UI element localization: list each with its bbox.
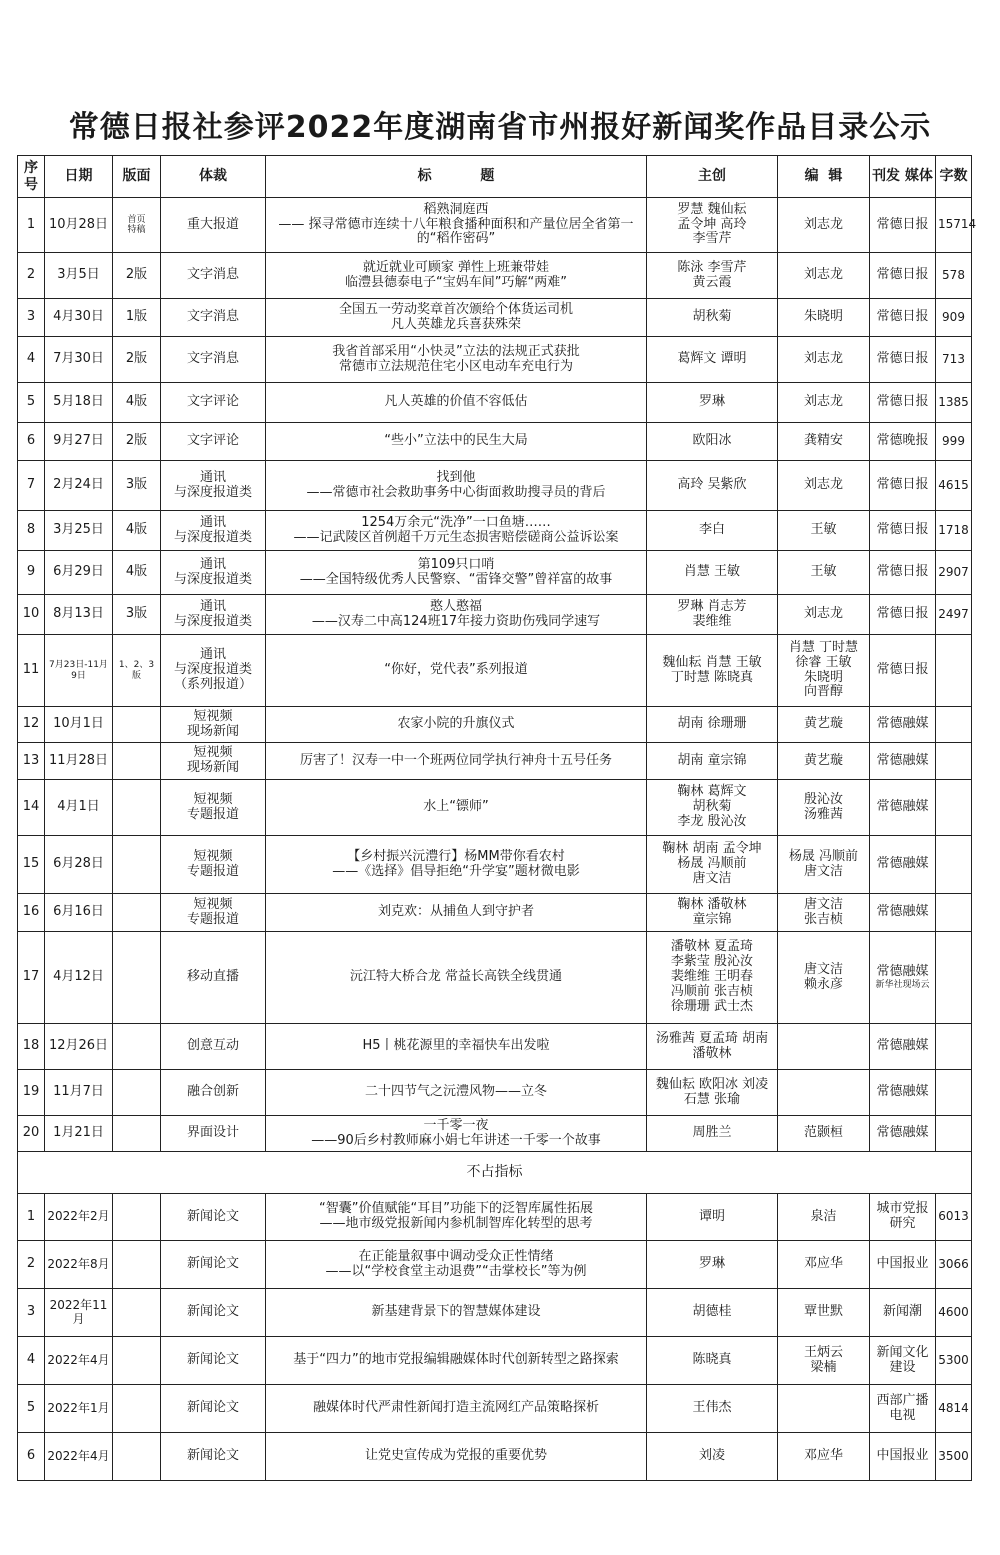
row-no: 1 — [18, 1194, 45, 1241]
row-genre: 新闻论文 — [161, 1385, 266, 1433]
row-title: 让党史宣传成为党报的重要优势 — [266, 1433, 647, 1481]
row-page — [113, 1024, 161, 1070]
table-row — [18, 1194, 972, 1241]
row-no: 11 — [18, 635, 45, 707]
works-table — [17, 155, 977, 1481]
row-words: 1385 — [936, 383, 972, 423]
table-row — [18, 253, 972, 299]
row-genre: 文字评论 — [161, 383, 266, 423]
row-date: 3月25日 — [45, 511, 113, 551]
row-media: 城市党报 研究 — [870, 1194, 936, 1241]
row-media: 常德融媒 — [870, 1070, 936, 1116]
row-title: 在正能量叙事中调动受众正性情绪 ——以“学校食堂主动退费”“击掌校长”等为例 — [266, 1241, 647, 1289]
header-authors: 主创 — [647, 156, 778, 198]
row-no: 16 — [18, 894, 45, 932]
row-authors: 罗慧 魏仙耘 孟令坤 高玲 李雪芹 — [647, 198, 778, 253]
row-authors: 鞠林 胡南 孟令坤 杨晟 冯顺前 唐文洁 — [647, 836, 778, 894]
row-page — [113, 743, 161, 780]
row-authors: 鞠林 葛辉文 胡秋菊 李龙 殷沁汝 — [647, 780, 778, 836]
row-editors: 杨晟 冯顺前 唐文洁 — [778, 836, 870, 894]
row-title: 全国五一劳动奖章首次颁给个体货运司机 凡人英雄龙兵喜获殊荣 — [266, 299, 647, 337]
row-media: 中国报业 — [870, 1433, 936, 1481]
row-words: 999 — [936, 423, 972, 461]
row-date: 2022年1月 — [45, 1385, 113, 1433]
row-title: 我省首部采用“小快灵”立法的法规正式获批 常德市立法规范住宅小区电动车充电行为 — [266, 337, 647, 383]
table-row — [18, 198, 972, 253]
row-media: 常德融媒 — [870, 894, 936, 932]
row-date: 11月28日 — [45, 743, 113, 780]
row-editors: 龚精安 — [778, 423, 870, 461]
row-page — [113, 1070, 161, 1116]
row-genre: 短视频 现场新闻 — [161, 743, 266, 780]
row-editors: 黄艺璇 — [778, 707, 870, 743]
row-page — [113, 1194, 161, 1241]
row-date: 4月1日 — [45, 780, 113, 836]
row-words — [936, 635, 972, 707]
row-words: 2497 — [936, 595, 972, 635]
row-words — [936, 894, 972, 932]
row-no: 18 — [18, 1024, 45, 1070]
table-row — [18, 1337, 972, 1385]
row-media: 常德日报 — [870, 383, 936, 423]
row-date: 2月24日 — [45, 461, 113, 511]
row-no: 9 — [18, 551, 45, 595]
row-date: 7月30日 — [45, 337, 113, 383]
row-no: 1 — [18, 198, 45, 253]
row-media: 新闻潮 — [870, 1289, 936, 1337]
row-no: 12 — [18, 707, 45, 743]
row-editors: 肖慧 丁时慧 徐睿 王敏 朱晓明 向晋醇 — [778, 635, 870, 707]
row-title: 二十四节气之沅澧风物——立冬 — [266, 1070, 647, 1116]
row-no: 8 — [18, 511, 45, 551]
row-date: 2022年4月 — [45, 1337, 113, 1385]
row-date: 5月18日 — [45, 383, 113, 423]
row-authors: 罗琳 — [647, 383, 778, 423]
header-row — [18, 156, 972, 198]
row-authors: 高玲 吴紫欣 — [647, 461, 778, 511]
row-media — [870, 932, 936, 1024]
row-no: 17 — [18, 932, 45, 1024]
row-no: 15 — [18, 836, 45, 894]
row-words — [936, 780, 972, 836]
row-title: 沅江特大桥合龙 常益长高铁全线贯通 — [266, 932, 647, 1024]
row-page: 4版 — [113, 551, 161, 595]
table-row — [18, 707, 972, 743]
row-authors: 汤雅茜 夏孟琦 胡南 潘敬林 — [647, 1024, 778, 1070]
row-title: 一千零一夜 ——90后乡村教师麻小娟七年讲述一千零一个故事 — [266, 1116, 647, 1152]
row-authors: 陈泳 李雪芹 黄云霞 — [647, 253, 778, 299]
row-authors: 王伟杰 — [647, 1385, 778, 1433]
row-authors: 刘凌 — [647, 1433, 778, 1481]
row-words: 3500 — [936, 1433, 972, 1481]
row-words: 713 — [936, 337, 972, 383]
row-media: 常德日报 — [870, 595, 936, 635]
row-authors: 鞠林 潘敬林 童宗锦 — [647, 894, 778, 932]
row-editors: 刘志龙 — [778, 198, 870, 253]
table-row — [18, 1241, 972, 1289]
row-no: 20 — [18, 1116, 45, 1152]
row-no: 7 — [18, 461, 45, 511]
row-genre: 通讯 与深度报道类 — [161, 461, 266, 511]
table-row — [18, 423, 972, 461]
row-genre: 通讯 与深度报道类 — [161, 551, 266, 595]
row-words — [936, 707, 972, 743]
row-date: 10月1日 — [45, 707, 113, 743]
row-genre: 文字消息 — [161, 337, 266, 383]
row-words: 15714 — [936, 198, 972, 253]
row-editors: 殷沁汝 汤雅茜 — [778, 780, 870, 836]
row-editors: 朱晓明 — [778, 299, 870, 337]
row-title: 稻熟洞庭西 —— 探寻常德市连续十八年粮食播种面积和产量位居全省第一的“稻作密码” — [266, 198, 647, 253]
row-media: 常德融媒 — [870, 743, 936, 780]
row-page — [113, 1116, 161, 1152]
row-authors: 魏仙耘 肖慧 王敏 丁时慧 陈晓真 — [647, 635, 778, 707]
row-authors: 胡南 童宗锦 — [647, 743, 778, 780]
row-authors: 谭明 — [647, 1194, 778, 1241]
table-row — [18, 780, 972, 836]
row-title: 找到他 ——常德市社会救助事务中心街面救助搜寻员的背后 — [266, 461, 647, 511]
row-media: 常德日报 — [870, 461, 936, 511]
row-words — [936, 743, 972, 780]
row-media-main: 常德融媒 — [876, 963, 929, 979]
row-authors: 罗琳 — [647, 1241, 778, 1289]
row-date: 12月26日 — [45, 1024, 113, 1070]
row-media: 中国报业 — [870, 1241, 936, 1289]
row-page — [113, 707, 161, 743]
table-row — [18, 1385, 972, 1433]
row-title: “你好，党代表”系列报道 — [266, 635, 647, 707]
row-page — [113, 932, 161, 1024]
row-genre: 融合创新 — [161, 1070, 266, 1116]
row-page — [113, 1337, 161, 1385]
row-editors: 刘志龙 — [778, 461, 870, 511]
row-genre: 通讯 与深度报道类 — [161, 511, 266, 551]
row-genre: 通讯 与深度报道类 — [161, 595, 266, 635]
table-row — [18, 595, 972, 635]
row-media-sub: 新华社现场云 — [875, 979, 930, 990]
row-words: 6013 — [936, 1194, 972, 1241]
row-title: H5丨桃花源里的幸福快车出发啦 — [266, 1024, 647, 1070]
row-words — [936, 836, 972, 894]
row-no: 10 — [18, 595, 45, 635]
page-title: 常德日报社参评2022年度湖南省市州报好新闻奖作品目录公示 — [68, 110, 932, 145]
row-page: 1、2、3版 — [113, 635, 161, 707]
row-title: 1254万余元“洗净”一口鱼塘…… ——记武陵区首例超千万元生态损害赔偿磋商公益诉讼案 — [266, 511, 647, 551]
table-row — [18, 461, 972, 511]
row-page: 4版 — [113, 511, 161, 551]
row-date: 1月21日 — [45, 1116, 113, 1152]
row-editors: 刘志龙 — [778, 595, 870, 635]
row-media: 常德融媒 — [870, 836, 936, 894]
row-authors: 葛辉文 谭明 — [647, 337, 778, 383]
row-words — [936, 1024, 972, 1070]
table-row — [18, 551, 972, 595]
row-title: “些小”立法中的民生大局 — [266, 423, 647, 461]
row-page: 3版 — [113, 461, 161, 511]
row-media: 常德日报 — [870, 635, 936, 707]
row-page: 3版 — [113, 595, 161, 635]
row-editors: 唐文洁 赖永彦 — [778, 932, 870, 1024]
row-no: 6 — [18, 1433, 45, 1481]
row-media: 常德融媒 — [870, 780, 936, 836]
row-page: 2版 — [113, 337, 161, 383]
row-genre: 文字评论 — [161, 423, 266, 461]
row-words: 3066 — [936, 1241, 972, 1289]
row-title: 新基建背景下的智慧媒体建设 — [266, 1289, 647, 1337]
row-no: 13 — [18, 743, 45, 780]
row-page: 4版 — [113, 383, 161, 423]
row-media: 常德日报 — [870, 551, 936, 595]
row-genre: 重大报道 — [161, 198, 266, 253]
row-page: 2版 — [113, 253, 161, 299]
row-genre: 短视频 专题报道 — [161, 894, 266, 932]
row-page: 首页 特稿 — [113, 198, 161, 253]
row-no: 2 — [18, 1241, 45, 1289]
row-editors: 刘志龙 — [778, 383, 870, 423]
row-no: 14 — [18, 780, 45, 836]
row-media: 常德日报 — [870, 337, 936, 383]
row-page — [113, 894, 161, 932]
row-genre: 文字消息 — [161, 299, 266, 337]
row-editors — [778, 1070, 870, 1116]
row-date: 9月27日 — [45, 423, 113, 461]
row-title: 农家小院的升旗仪式 — [266, 707, 647, 743]
table-row — [18, 1289, 972, 1337]
row-date: 2022年8月 — [45, 1241, 113, 1289]
row-date: 4月12日 — [45, 932, 113, 1024]
row-date: 4月30日 — [45, 299, 113, 337]
row-page — [113, 780, 161, 836]
row-words: 4615 — [936, 461, 972, 511]
row-media: 常德融媒 — [870, 1024, 936, 1070]
table-row — [18, 743, 972, 780]
row-editors: 黄艺璇 — [778, 743, 870, 780]
row-authors: 胡南 徐珊珊 — [647, 707, 778, 743]
row-words — [936, 1070, 972, 1116]
row-media: 常德融媒 — [870, 707, 936, 743]
row-date: 2022年2月 — [45, 1194, 113, 1241]
row-title: 就近就业可顾家 弹性上班兼带娃 临澧县德泰电子“宝妈车间”巧解“两难” — [266, 253, 647, 299]
header-title: 标 题 — [266, 156, 647, 198]
row-media: 常德日报 — [870, 511, 936, 551]
row-editors: 泉洁 — [778, 1194, 870, 1241]
row-editors: 唐文洁 张吉桢 — [778, 894, 870, 932]
row-media: 新闻文化 建设 — [870, 1337, 936, 1385]
row-no: 4 — [18, 337, 45, 383]
header-date: 日期 — [45, 156, 113, 198]
row-no: 5 — [18, 383, 45, 423]
row-genre: 短视频 现场新闻 — [161, 707, 266, 743]
header-words: 字数 — [936, 156, 972, 198]
row-title: 凡人英雄的价值不容低估 — [266, 383, 647, 423]
row-genre: 新闻论文 — [161, 1337, 266, 1385]
row-genre: 通讯 与深度报道类 （系列报道） — [161, 635, 266, 707]
table-row — [18, 299, 972, 337]
section-label: 不占指标 — [18, 1152, 972, 1194]
row-authors: 欧阳冰 — [647, 423, 778, 461]
row-genre: 移动直播 — [161, 932, 266, 1024]
row-words — [936, 932, 972, 1024]
row-title: 第109只口哨 ——全国特级优秀人民警察、“雷锋交警”曾祥富的故事 — [266, 551, 647, 595]
row-title: 憨人憨福 ——汉寿二中高124班17年接力资助伤残同学速写 — [266, 595, 647, 635]
row-editors — [778, 1024, 870, 1070]
row-date: 6月28日 — [45, 836, 113, 894]
table-row — [18, 932, 972, 1024]
table-row — [18, 1024, 972, 1070]
row-words: 1718 — [936, 511, 972, 551]
row-words — [936, 1116, 972, 1152]
section-row — [18, 1152, 972, 1194]
row-date: 8月13日 — [45, 595, 113, 635]
row-page — [113, 1385, 161, 1433]
table-row — [18, 511, 972, 551]
row-authors: 胡德桂 — [647, 1289, 778, 1337]
row-editors: 刘志龙 — [778, 337, 870, 383]
table-row — [18, 635, 972, 707]
row-authors: 肖慧 王敏 — [647, 551, 778, 595]
row-editors: 王敏 — [778, 551, 870, 595]
row-media: 常德融媒 — [870, 1116, 936, 1152]
row-genre: 新闻论文 — [161, 1433, 266, 1481]
row-page — [113, 1241, 161, 1289]
row-authors: 胡秋菊 — [647, 299, 778, 337]
row-no: 5 — [18, 1385, 45, 1433]
row-authors: 周胜兰 — [647, 1116, 778, 1152]
row-no: 2 — [18, 253, 45, 299]
row-page — [113, 836, 161, 894]
row-genre: 新闻论文 — [161, 1289, 266, 1337]
row-media: 常德日报 — [870, 299, 936, 337]
row-genre: 创意互动 — [161, 1024, 266, 1070]
row-title: 融媒体时代严肃性新闻打造主流网红产品策略探析 — [266, 1385, 647, 1433]
row-media: 常德日报 — [870, 253, 936, 299]
row-date: 10月28日 — [45, 198, 113, 253]
row-genre: 新闻论文 — [161, 1241, 266, 1289]
row-title: 【乡村振兴沅澧行】杨MM带你看农村 ——《选择》倡导拒绝“升学宴”题材微电影 — [266, 836, 647, 894]
header-editors: 编 辑 — [778, 156, 870, 198]
row-page: 2版 — [113, 423, 161, 461]
row-words: 909 — [936, 299, 972, 337]
row-editors: 覃世默 — [778, 1289, 870, 1337]
row-genre: 新闻论文 — [161, 1194, 266, 1241]
row-page — [113, 1433, 161, 1481]
table-row — [18, 1070, 972, 1116]
row-no: 3 — [18, 1289, 45, 1337]
row-editors: 邓应华 — [778, 1433, 870, 1481]
table-row — [18, 836, 972, 894]
row-date: 11月7日 — [45, 1070, 113, 1116]
table-row — [18, 337, 972, 383]
row-genre: 文字消息 — [161, 253, 266, 299]
row-date: 7月23日-11月9日 — [45, 635, 113, 707]
row-words: 4600 — [936, 1289, 972, 1337]
row-date: 2022年4月 — [45, 1433, 113, 1481]
row-genre: 短视频 专题报道 — [161, 780, 266, 836]
row-genre: 界面设计 — [161, 1116, 266, 1152]
row-page — [113, 1289, 161, 1337]
row-editors — [778, 1385, 870, 1433]
row-authors: 魏仙耘 欧阳冰 刘凌 石慧 张瑜 — [647, 1070, 778, 1116]
row-editors: 范颢桓 — [778, 1116, 870, 1152]
row-authors: 陈晓真 — [647, 1337, 778, 1385]
row-authors: 李白 — [647, 511, 778, 551]
row-media: 常德晚报 — [870, 423, 936, 461]
row-editors: 王敏 — [778, 511, 870, 551]
table-row — [18, 1433, 972, 1481]
row-title: 厉害了！汉寿一中一个班两位同学执行神舟十五号任务 — [266, 743, 647, 780]
row-words: 5300 — [936, 1337, 972, 1385]
row-words: 2907 — [936, 551, 972, 595]
row-date: 2022年11月 — [45, 1289, 113, 1337]
row-words: 4814 — [936, 1385, 972, 1433]
row-authors: 罗琳 肖志芳 裴维维 — [647, 595, 778, 635]
row-no: 3 — [18, 299, 45, 337]
row-media: 西部广播 电视 — [870, 1385, 936, 1433]
row-editors: 王炳云 梁楠 — [778, 1337, 870, 1385]
header-page: 版面 — [113, 156, 161, 198]
row-title: 基于“四力”的地市党报编辑融媒体时代创新转型之路探索 — [266, 1337, 647, 1385]
row-authors: 潘敬林 夏孟琦 李紫莹 殷沁汝 裴维维 王明春 冯顺前 张吉桢 徐珊珊 武士杰 — [647, 932, 778, 1024]
header-no: 序 号 — [18, 156, 45, 198]
table-row — [18, 894, 972, 932]
row-page: 1版 — [113, 299, 161, 337]
row-no: 6 — [18, 423, 45, 461]
row-date: 6月16日 — [45, 894, 113, 932]
row-no: 19 — [18, 1070, 45, 1116]
row-date: 6月29日 — [45, 551, 113, 595]
header-genre: 体裁 — [161, 156, 266, 198]
row-editors: 邓应华 — [778, 1241, 870, 1289]
table-row — [18, 383, 972, 423]
row-media: 常德日报 — [870, 198, 936, 253]
row-title: “智囊”价值赋能“耳目”功能下的泛智库属性拓展 ——地市级党报新闻内参机制智库化转型的思考 — [266, 1194, 647, 1241]
row-date: 3月5日 — [45, 253, 113, 299]
row-editors: 刘志龙 — [778, 253, 870, 299]
header-media: 刊发 媒体 — [870, 156, 936, 198]
table-row — [18, 1116, 972, 1152]
row-words: 578 — [936, 253, 972, 299]
row-genre: 短视频 专题报道 — [161, 836, 266, 894]
row-title: 刘克欢：从捕鱼人到守护者 — [266, 894, 647, 932]
row-no: 4 — [18, 1337, 45, 1385]
row-title: 水上“镖师” — [266, 780, 647, 836]
